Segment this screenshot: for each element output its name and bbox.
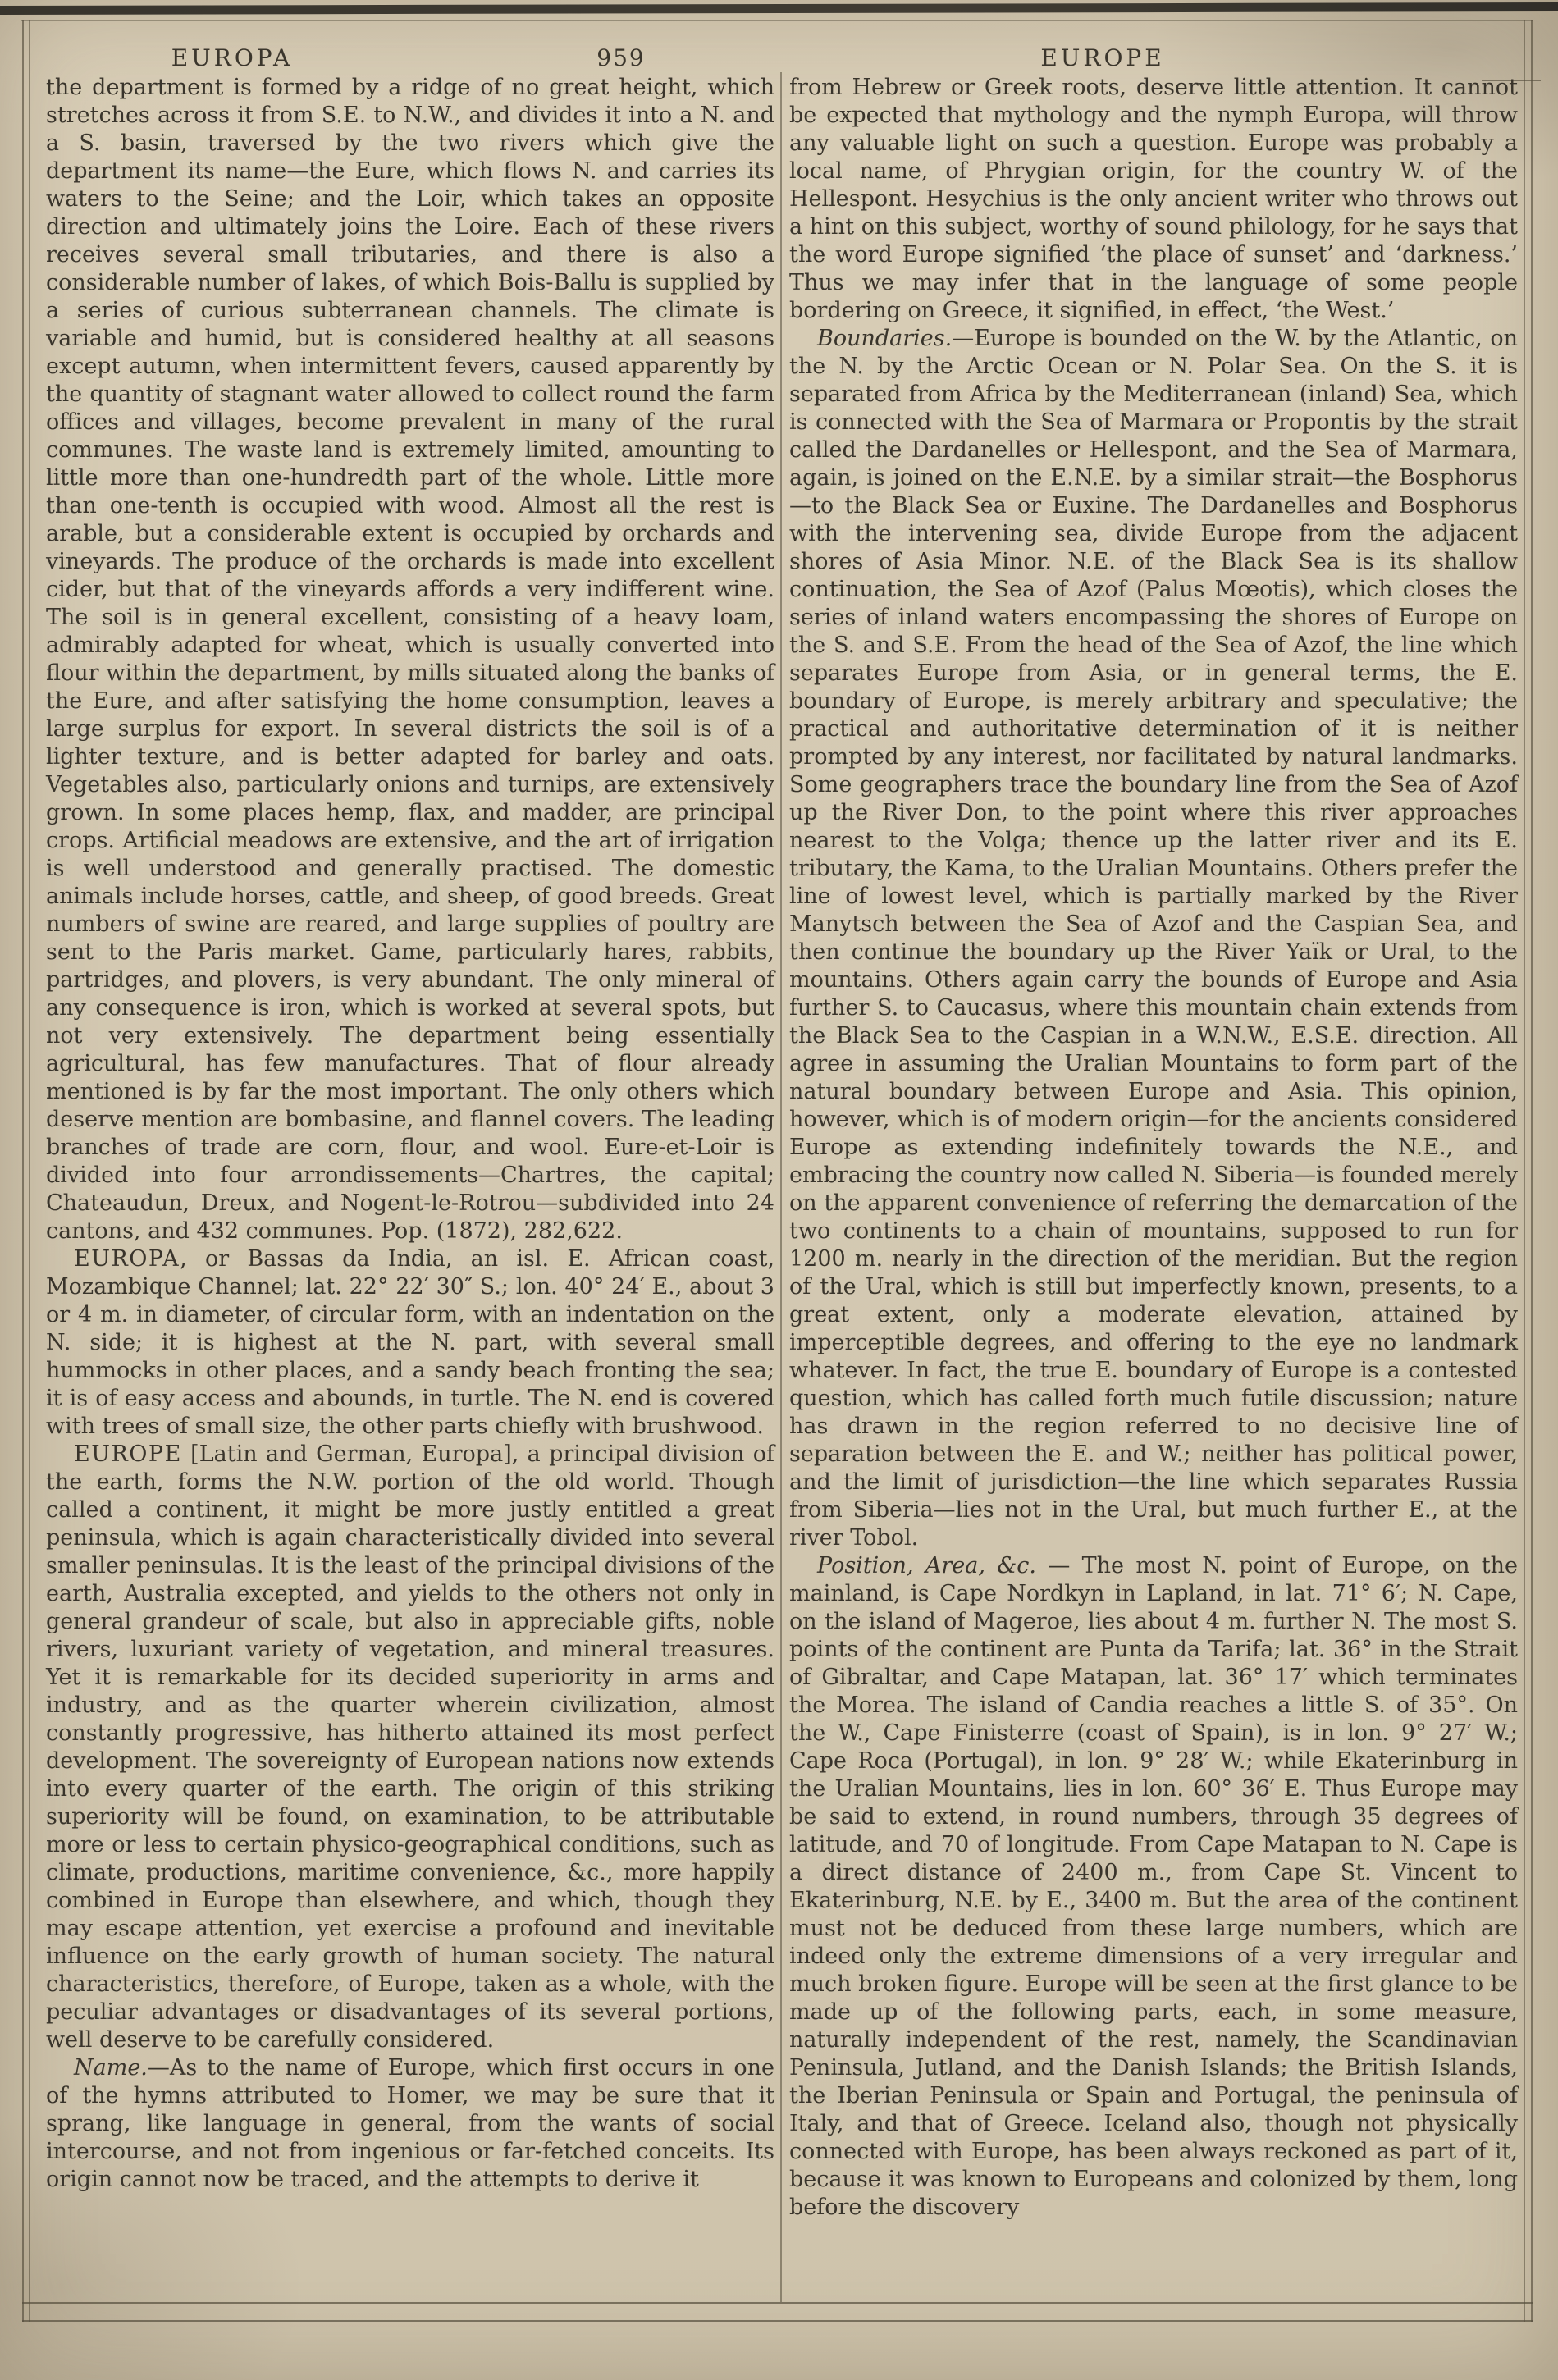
column-divider (780, 72, 782, 2302)
paragraph: EUROPA, or Bassas da India, an isl. E. African coast, Mozambique Channel; lat. 22° 22′ 30″ S.; lon. 40° 24′ E., about 3 or 4 m. in diameter, of circular form, with an indentation on the N. side; it is highest at the N. part, with several small hummocks in other places, and a sandy beach fronting the sea; it is of easy access and abounds, in turtle. The N. end is covered with trees of small size, the other parts chiefly with brushwood. (46, 1246, 774, 1439)
entry-word: EUROPE (74, 1441, 182, 1467)
paragraph: Boundaries.—Europe is bounded on the W. by the Atlantic, on the N. by the Arctic Ocean or N. Polar Sea. On the S. it is separated from Africa by the Mediterranean (inland) Sea, which is connected with the Sea of Marmara or Propontis by the strait called the Dardanelles or Hellespont, and the Sea of Marmara, again, is joined on the E.N.E. by a similar strait—the Bosphorus—to the Black Sea or Euxine. The Dardanelles and Bosphorus with the intervening sea, divide Europe from the adjacent shores of Asia Minor. N.E. of the Black Sea is its shallow continuation, the Sea of Azof (Palus Mœotis), which closes the series of inland waters encompassing the shores of Europe on the S. and S.E. From the head of the Sea of Azof, the line which separates Europe from Asia, or in general terms, the E. boundary of Europe, is merely arbitrary and speculative; the practical and authoritative determination of it is neither prompted by any interest, nor facilitated by natural landmarks. Some geographers trace the boundary line from the Sea of Azof up the River Don, to the point where this river approaches nearest to the Volga; thence up the latter river and its E. tributary, the Kama, to the Uralian Mountains. Others prefer the line of lowest level, which is partially marked by the River Manytsch between the Sea of Azof and the Caspian Sea, and then continue the boundary up the River Yaïk or Ural, to the mountains. Others again carry the bounds of Europe and Asia further S. to Caucasus, where this mountain chain extends from the Black Sea to the Caspian in a W.N.W., E.S.E. direction. All agree in assuming the Uralian Mountains to form part of the natural boundary between Europe and Asia. This opinion, however, which is of modern origin—for the ancients considered Europe as extending indefinitely towards the N.E., and embracing the country now called N. Siberia—is founded merely on the apparent convenience of referring the demarcation of the two continents to a chain of mountains, supposed to run for 1200 m. nearly in the direction of the meridian. But the region of the Ural, which is still but imperfectly known, presents, to a great extent, only a moderate elevation, attained by imperceptible degrees, and offering to the eye no landmark whatever. In fact, the true E. boundary of Europe is a contested question, which has called forth much futile discussion; nature has drawn in the region referred to no decisive line of separation between the E. and W.; neither has political power, and the limit of jurisdiction—the line which separates Russia from Siberia—lies not in the Ural, but much further E., at the river Tobol. (789, 326, 1518, 1551)
running-head-right: EUROPE (1040, 44, 1165, 71)
entry-word: Position, Area, &c. (817, 1553, 1036, 1578)
entry-word: Boundaries. (817, 326, 953, 351)
frame-border-left-outer (22, 20, 24, 2322)
left-column (46, 74, 774, 2194)
paragraph: EUROPE [Latin and German, Europa], a principal division of the earth, forms the N.W. portion of the old world. Though called a continent, it might be more justly entitled a great peninsula, which is again characteristically divided into several smaller peninsulas. It is the least of the principal divisions of the earth, Australia excepted, and yields to the others not only in general grandeur of scale, but also in appreciable gifts, noble rivers, luxuriant variety of vegetation, and mineral treasures. Yet it is remarkable for its decided superiority in arms and industry, and as the quarter wherein civilization, almost constantly progressive, has hitherto attained its most perfect development. The sovereignty of European nations now extends into every quarter of the earth. The origin of this striking superiority will be found, on examination, to be attributable more or less to certain physico-geographical conditions, such as climate, productions, maritime convenience, &c., more happily combined in Europe than elsewhere, and which, though they may escape attention, yet exercise a profound and inevitable influence on the early growth of human society. The natural characteristics, therefore, of Europe, taken as a whole, with the peculiar advantages or disadvantages of its several portions, well deserve to be carefully considered. (46, 1441, 774, 2053)
paragraph: from Hebrew or Greek roots, deserve little attention. It cannot be expected that mythology and the nymph Europa, will throw any valuable light on such a question. Europe was probably a local name, of Phrygian origin, for the country W. of the Hellespont. Hesychius is the only ancient writer who throws out a hint on this subject, worthy of sound philology, for he says that the word Europe signified ‘the place of sunset’ and ‘darkness.’ Thus we may infer that in the language of some people bordering on Greece, it signified, in effect, ‘the West.’ (789, 75, 1518, 323)
running-head-left: EUROPA (171, 44, 294, 71)
entry-word: Name. (74, 2055, 148, 2081)
page-number: 959 (596, 44, 646, 71)
right-column (789, 74, 1518, 2222)
scan-edge-shadow (0, 2, 1558, 15)
frame-border-bottom-outer (22, 2320, 1533, 2322)
frame-border-top (21, 20, 1533, 21)
frame-border-left-inner (29, 20, 30, 2322)
frame-border-right-inner (1524, 20, 1525, 2322)
frame-border-bottom-inner (22, 2302, 1533, 2304)
frame-border-right-outer (1531, 20, 1533, 2322)
entry-word: EUROPA (74, 1246, 180, 1272)
paragraph: Name.—As to the name of Europe, which first occurs in one of the hymns attributed to Homer, we may be sure that it sprang, like language in general, from the wants of social intercourse, and not from ingenious or far-fetched conceits. Its origin cannot now be traced, and the attempts to derive it (46, 2055, 774, 2192)
paragraph: the department is formed by a ridge of no great height, which stretches across it from S.E. to N.W., and divides it into a N. and a S. basin, traversed by the two rivers which give the department its name—the Eure, which flows N. and carries its waters to the Seine; and the Loir, which takes an opposite direction and ultimately joins the Loire. Each of these rivers receives several small tributaries, and there is also a considerable number of lakes, of which Bois-Ballu is supplied by a series of curious subterranean channels. The climate is variable and humid, but is considered healthy at all seasons except autumn, when intermittent fevers, caused apparently by the quantity of stagnant water allowed to collect round the farm offices and villages, become prevalent in many of the rural communes. The waste land is extremely limited, amounting to little more than one-hundredth part of the whole. Little more than one-tenth is occupied with wood. Almost all the rest is arable, but a considerable extent is occupied by orchards and vineyards. The produce of the orchards is made into excellent cider, but that of the vineyards affords a very indifferent wine. The soil is in general excellent, consisting of a heavy loam, admirably adapted for wheat, which is usually converted into flour within the department, by mills situated along the banks of the Eure, and after satisfying the home consumption, leaves a large surplus for export. In several districts the soil is of a lighter texture, and is better adapted for barley and oats. Vegetables also, particularly onions and turnips, are extensively grown. In some places hemp, flax, and madder, are principal crops. Artificial meadows are extensive, and the art of irrigation is well understood and generally practised. The domestic animals include horses, cattle, and sheep, of good breeds. Great numbers of swine are reared, and large supplies of poultry are sent to the Paris market. Game, particularly hares, rabbits, partridges, and plovers, is very abundant. The only mineral of any consequence is iron, which is worked at several spots, but not very extensively. The department being essentially agricultural, has few manufactures. That of flour already mentioned is by far the most important. The only others which deserve mention are bombasine, and flannel covers. The leading branches of trade are corn, flour, and wool. Eure-et-Loir is divided into four arrondissements—Chartres, the capital; Chateaudun, Dreux, and Nogent-le-Rotrou—subdivided into 24 cantons, and 432 communes. Pop. (1872), 282,622. (46, 75, 774, 1244)
paragraph: Position, Area, &c. — The most N. point of Europe, on the mainland, is Cape Nordkyn in Lapland, in lat. 71° 6′; N. Cape, on the island of Mageroe, lies about 4 m. further N. The most S. points of the continent are Punta da Tarifa; lat. 36° in the Strait of Gibraltar, and Cape Matapan, lat. 36° 17′ which terminates the Morea. The island of Candia reaches a little S. of 35°. On the W., Cape Finisterre (coast of Spain), is in lon. 9° 27′ W.; Cape Roca (Portugal), in lon. 9° 28′ W.; while Ekaterinburg in the Uralian Mountains, lies in lon. 60° 36′ E. Thus Europe may be said to extend, in round numbers, through 35 degrees of latitude, and 70 of longitude. From Cape Matapan to N. Cape is a direct distance of 2400 m., from Cape St. Vincent to Ekaterinburg, N.E. by E., 3400 m. But the area of the continent must not be deduced from these large numbers, which are indeed only the extreme dimensions of a very irregular and much broken figure. Europe will be seen at the first glance to be made up of the following parts, each, in some measure, naturally independent of the rest, namely, the Scandinavian Peninsula, Jutland, and the Danish Islands; the British Islands, the Iberian Peninsula or Spain and Portugal, the peninsula of Italy, and that of Greece. Iceland also, though not physically connected with Europe, has been always reckoned as part of it, because it was known to Europeans and colonized by them, long before the discovery (789, 1553, 1519, 2220)
